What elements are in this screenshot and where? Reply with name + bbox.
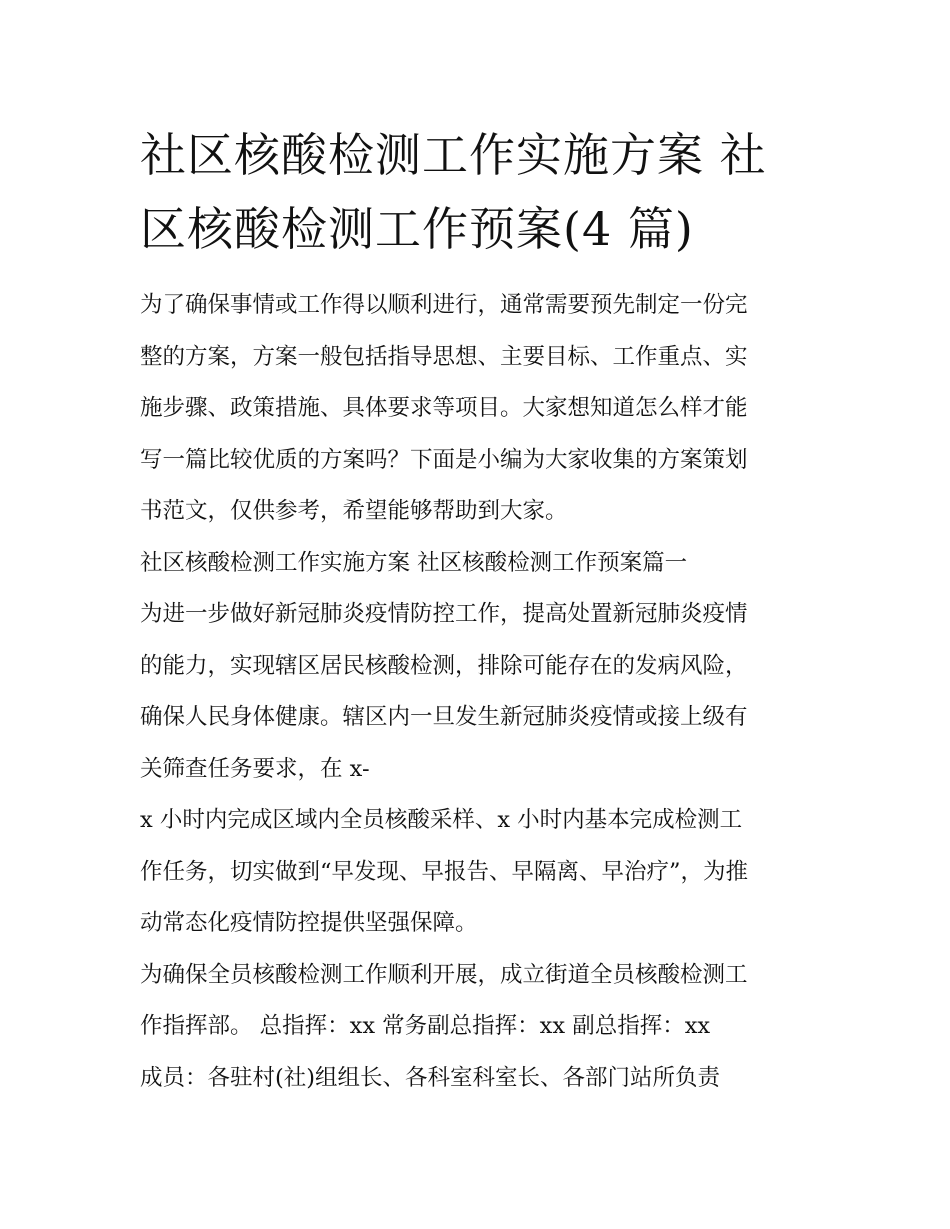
- body-line: 书范文，仅供参考，希望能够帮助到大家。: [140, 498, 568, 524]
- body-line: 成员：各驻村(社)组组长、各科室科室长、各部门站所负责: [140, 1064, 721, 1091]
- document-title: [140, 118, 820, 266]
- document-body: [140, 280, 830, 1104]
- body-line: 施步骤、政策措施、具体要求等项目。大家想知道怎么样才能: [140, 395, 748, 421]
- body-line: 整的方案，方案一般包括指导思想、主要目标、工作重点、实: [140, 343, 748, 370]
- title-line: 区核酸检测工作预案(4 篇): [140, 202, 694, 256]
- body-line: 作指挥部。 总指挥：xx 常务副总指挥：xx 副总指挥：xx: [140, 1013, 711, 1039]
- body-line: 的能力，实现辖区居民核酸检测，排除可能存在的发病风险，: [140, 652, 748, 679]
- body-line: 确保人民身体健康。辖区内一旦发生新冠肺炎疫情或接上级有: [140, 704, 748, 730]
- body-line: 关筛查任务要求，在 x-: [140, 755, 370, 782]
- body-line: 动常态化疫情防控提供坚强保障。: [140, 910, 478, 936]
- body-line: x 小时内完成区域内全员核酸采样、x 小时内基本完成检测工: [140, 807, 743, 833]
- title-line: 社区核酸检测工作实施方案 社: [140, 128, 767, 182]
- body-line: 作任务，切实做到“早发现、早报告、早隔离、早治疗”，为推: [140, 858, 749, 885]
- body-line: 为了确保事情或工作得以顺利进行，通常需要预先制定一份完: [140, 292, 748, 318]
- body-line: 为确保全员核酸检测工作顺利开展，成立街道全员核酸检测工: [140, 961, 748, 988]
- body-line: 写一篇比较优质的方案吗？下面是小编为大家收集的方案策划: [140, 446, 748, 473]
- body-line: 为进一步做好新冠肺炎疫情防控工作，提高处置新冠肺炎疫情: [140, 601, 748, 627]
- section-heading: 社区核酸检测工作实施方案 社区核酸检测工作预案篇一: [140, 549, 688, 576]
